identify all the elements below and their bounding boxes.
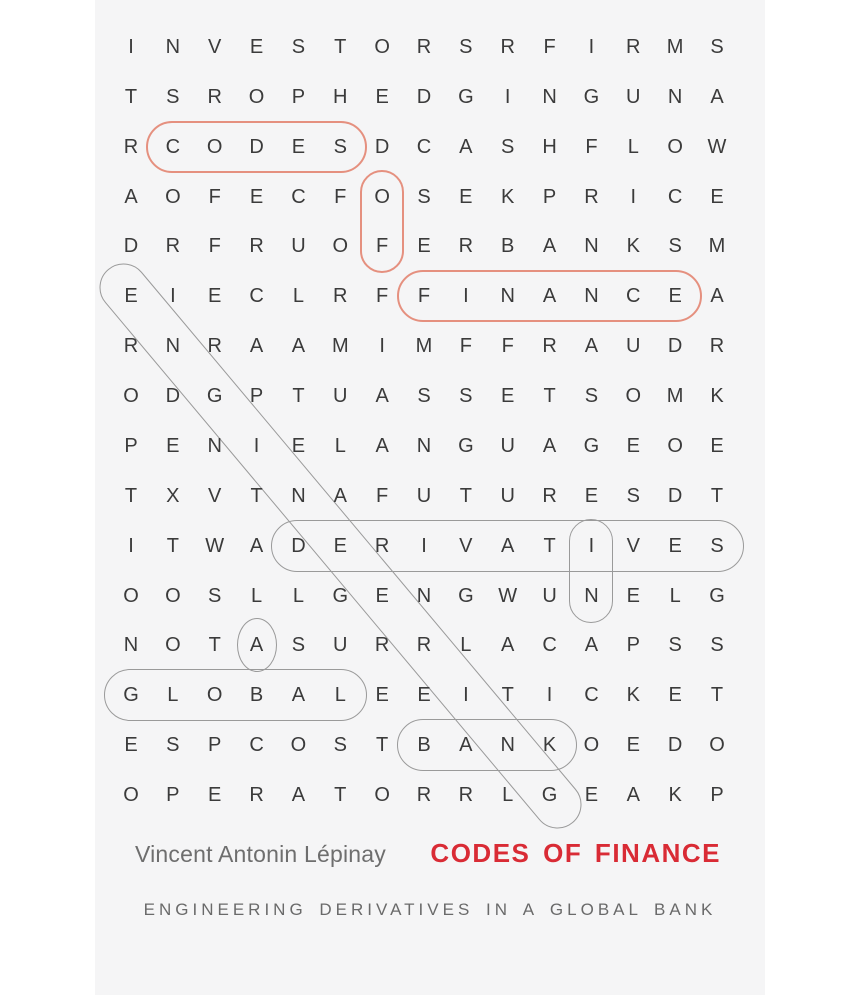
grid-letter: A <box>249 335 264 358</box>
grid-letter: I <box>253 434 260 457</box>
grid-letter: E <box>417 235 431 258</box>
grid-letter: O <box>625 385 642 408</box>
grid-letter: A <box>249 534 264 557</box>
grid-letter: R <box>123 335 139 358</box>
grid-letter: I <box>128 534 134 557</box>
grid-letter: A <box>542 434 557 457</box>
grid-letter: V <box>208 484 222 507</box>
grid-letter: N <box>500 734 515 757</box>
grid-letter: O <box>583 734 600 757</box>
grid-letter: G <box>709 584 725 607</box>
grid-letter: H <box>333 85 348 108</box>
grid-letter: R <box>249 784 264 806</box>
grid-letter: I <box>170 285 176 308</box>
grid-letter: E <box>166 434 180 457</box>
grid-letter: R <box>333 285 348 308</box>
grid-letter: D <box>667 335 683 358</box>
grid-letter: U <box>500 484 515 507</box>
grid-letter: L <box>292 285 304 308</box>
grid-letter: S <box>208 584 222 607</box>
grid-letter: E <box>584 484 599 507</box>
grid-letter: O <box>123 784 139 806</box>
grid-letter: O <box>667 434 683 457</box>
grid-letter: O <box>206 684 223 707</box>
grid-letter: I <box>546 684 553 707</box>
grid-letter: C <box>542 634 557 657</box>
grid-letter: N <box>165 335 181 358</box>
grid-letter: N <box>584 584 599 607</box>
grid-letter: F <box>208 235 221 258</box>
grid-letter: B <box>501 235 515 258</box>
grid-letter: G <box>123 684 139 707</box>
grid-letter: U <box>333 634 348 657</box>
grid-letter: F <box>459 335 472 358</box>
grid-letter: O <box>165 185 181 208</box>
grid-letter: G <box>332 584 349 607</box>
grid-letter: R <box>207 335 222 358</box>
grid-letter: R <box>416 634 432 657</box>
grid-letter: S <box>417 185 431 208</box>
grid-letter: E <box>208 285 222 308</box>
grid-letter: I <box>463 684 469 707</box>
grid-letter: X <box>166 484 180 507</box>
grid-letter: M <box>666 385 684 408</box>
grid-letter: N <box>416 584 432 607</box>
grid-letter: K <box>542 734 557 757</box>
grid-letter: U <box>626 335 641 358</box>
author-name: Vincent Antonin Lépinay <box>135 841 386 867</box>
grid-letter: I <box>463 285 469 308</box>
grid-letter: E <box>459 185 473 208</box>
grid-letter: M <box>708 235 726 258</box>
grid-letter: S <box>668 634 682 657</box>
grid-letter: F <box>417 285 431 308</box>
grid-letter: A <box>501 634 515 657</box>
grid-letter: O <box>374 784 390 806</box>
grid-letter: F <box>376 484 389 507</box>
grid-letter: A <box>626 784 640 806</box>
grid-letter: S <box>668 235 682 258</box>
grid-letter: F <box>501 335 514 358</box>
grid-letter: W <box>498 584 518 607</box>
book-subtitle: ENGINEERING DERIVATIVES IN A GLOBAL BANK <box>143 900 717 919</box>
grid-letter: L <box>627 135 639 158</box>
grid-letter: L <box>167 684 179 707</box>
grid-letter: A <box>459 734 473 757</box>
grid-letter: G <box>541 784 558 806</box>
grid-letter: D <box>667 484 683 507</box>
grid-letter: T <box>376 734 389 757</box>
grid-letter: R <box>123 135 139 158</box>
grid-letter: E <box>626 584 640 607</box>
grid-letter: V <box>459 534 473 557</box>
grid-letter: C <box>165 135 181 158</box>
grid-letter: T <box>710 484 724 507</box>
grid-letter: D <box>291 534 306 557</box>
grid-letter: U <box>291 235 306 258</box>
grid-letter: E <box>124 734 138 757</box>
grid-letter: T <box>124 85 138 108</box>
grid-letter: D <box>667 734 683 757</box>
grid-letter: H <box>542 135 557 158</box>
grid-letter: R <box>709 335 725 358</box>
grid-letter: A <box>291 684 306 707</box>
grid-letter: S <box>710 534 724 557</box>
grid-letter: A <box>501 534 515 557</box>
grid-letter: C <box>584 684 599 707</box>
grid-letter: O <box>206 135 223 158</box>
grid-letter: I <box>588 534 595 557</box>
grid-letter: U <box>542 584 557 607</box>
grid-letter: P <box>626 634 640 657</box>
grid-letter: R <box>626 36 641 58</box>
grid-letter: T <box>208 634 221 657</box>
grid-letter: O <box>165 584 181 607</box>
grid-letter: A <box>584 335 599 358</box>
grid-letter: M <box>415 335 433 358</box>
grid-letter: A <box>291 335 306 358</box>
grid-letter: R <box>500 36 515 58</box>
grid-letter: R <box>542 335 557 358</box>
grid-letter: K <box>501 185 515 208</box>
grid-letter: R <box>207 85 222 108</box>
grid-letter: R <box>374 634 390 657</box>
grid-letter: C <box>291 185 306 208</box>
grid-letter: T <box>334 784 347 806</box>
grid-letter: V <box>626 534 640 557</box>
grid-letter: D <box>165 385 181 408</box>
grid-letter: U <box>333 385 348 408</box>
grid-letter: I <box>379 335 385 358</box>
grid-letter: F <box>334 185 347 208</box>
grid-letter: E <box>626 734 640 757</box>
grid-letter: R <box>542 484 557 507</box>
grid-letter: A <box>710 285 724 308</box>
grid-letter: N <box>416 434 432 457</box>
grid-letter: R <box>458 784 474 806</box>
grid-letter: S <box>166 734 180 757</box>
grid-letter: F <box>585 135 598 158</box>
grid-letter: R <box>416 784 432 806</box>
grid-letter: I <box>588 36 595 58</box>
grid-letter: L <box>460 634 472 657</box>
grid-letter: N <box>584 235 599 258</box>
grid-letter: S <box>333 734 347 757</box>
grid-letter: C <box>249 285 264 308</box>
grid-letter: N <box>667 85 683 108</box>
grid-letter: R <box>374 534 390 557</box>
grid-letter: I <box>128 36 134 58</box>
grid-letter: E <box>501 385 515 408</box>
grid-letter: G <box>583 434 600 457</box>
grid-letter: O <box>123 584 139 607</box>
grid-letter: O <box>290 734 307 757</box>
grid-letter: G <box>583 85 600 108</box>
grid-letter: I <box>630 185 637 208</box>
grid-letter: S <box>626 484 640 507</box>
grid-letter: E <box>333 534 347 557</box>
grid-letter: S <box>291 634 306 657</box>
grid-letter: C <box>416 135 432 158</box>
grid-letter: O <box>248 85 265 108</box>
grid-letter: N <box>165 36 181 58</box>
grid-letter: K <box>710 385 724 408</box>
grid-letter: N <box>123 634 139 657</box>
grid-letter: A <box>375 385 389 408</box>
grid-letter: E <box>668 534 682 557</box>
grid-letter: F <box>543 36 556 58</box>
grid-letter: G <box>458 584 474 607</box>
grid-letter: N <box>542 85 557 108</box>
grid-letter: O <box>123 385 139 408</box>
grid-letter: A <box>291 784 306 806</box>
grid-letter: G <box>206 385 223 408</box>
grid-letter: E <box>208 784 222 806</box>
grid-letter: G <box>458 85 474 108</box>
grid-letter: T <box>124 484 138 507</box>
grid-letter: O <box>709 734 725 757</box>
grid-letter: U <box>500 434 515 457</box>
book-cover <box>95 0 765 995</box>
grid-letter: A <box>710 85 724 108</box>
grid-letter: T <box>501 684 514 707</box>
grid-letter: E <box>249 185 264 208</box>
grid-letter: C <box>249 734 264 757</box>
grid-letter: G <box>458 434 474 457</box>
grid-letter: T <box>334 36 347 58</box>
grid-letter: N <box>207 434 222 457</box>
grid-letter: F <box>376 235 389 258</box>
grid-letter: S <box>710 634 724 657</box>
grid-letter: W <box>205 534 225 557</box>
grid-letter: E <box>668 684 682 707</box>
grid-letter: E <box>375 584 389 607</box>
grid-letter: M <box>666 36 684 58</box>
grid-letter: L <box>502 784 514 806</box>
grid-letter: S <box>584 385 599 408</box>
grid-letter: B <box>249 684 264 707</box>
grid-letter: A <box>459 135 473 158</box>
grid-letter: C <box>626 285 641 308</box>
grid-letter: T <box>459 484 472 507</box>
grid-letter: P <box>166 784 180 806</box>
grid-letter: N <box>584 285 599 308</box>
grid-letter: T <box>250 484 263 507</box>
grid-letter: L <box>292 584 304 607</box>
grid-letter: R <box>165 235 181 258</box>
grid-letter: T <box>543 534 556 557</box>
grid-letter: N <box>291 484 306 507</box>
grid-letter: U <box>626 85 641 108</box>
grid-letter: I <box>421 534 427 557</box>
grid-letter: S <box>501 135 515 158</box>
grid-letter: S <box>291 36 306 58</box>
grid-letter: O <box>165 634 181 657</box>
grid-letter: A <box>584 634 599 657</box>
grid-letter: B <box>417 734 431 757</box>
grid-letter: E <box>375 85 389 108</box>
grid-letter: E <box>417 684 431 707</box>
grid-letter: O <box>667 135 683 158</box>
grid-letter: T <box>710 684 724 707</box>
grid-letter: I <box>504 85 511 108</box>
grid-letter: E <box>291 434 306 457</box>
grid-letter: T <box>543 385 556 408</box>
grid-letter: T <box>292 385 305 408</box>
grid-letter: A <box>124 185 138 208</box>
grid-letter: P <box>208 734 222 757</box>
grid-letter: O <box>374 36 390 58</box>
grid-letter: S <box>417 385 431 408</box>
grid-letter: L <box>334 434 346 457</box>
grid-letter: D <box>123 235 139 258</box>
grid-letter: A <box>249 634 264 657</box>
grid-letter: V <box>208 36 222 58</box>
title-row <box>135 838 721 869</box>
grid-letter: K <box>626 235 640 258</box>
book-title: CODES OF FINANCE <box>430 838 721 868</box>
grid-letter: C <box>667 185 683 208</box>
grid-letter: R <box>249 235 264 258</box>
grid-letter: D <box>374 135 390 158</box>
grid-letter: A <box>333 484 347 507</box>
grid-letter: E <box>291 135 306 158</box>
grid-letter: P <box>542 185 557 208</box>
grid-letter: E <box>249 36 264 58</box>
grid-letter: F <box>208 185 221 208</box>
grid-letter: P <box>710 784 724 806</box>
grid-letter: W <box>707 135 727 158</box>
grid-letter: N <box>500 285 515 308</box>
grid-letter: R <box>458 235 474 258</box>
grid-letter: E <box>710 185 724 208</box>
grid-letter: D <box>249 135 264 158</box>
grid-letter: L <box>334 684 346 707</box>
grid-letter: A <box>375 434 389 457</box>
grid-letter: L <box>251 584 263 607</box>
grid-letter: F <box>376 285 389 308</box>
grid-letter: S <box>710 36 724 58</box>
grid-letter: S <box>333 135 347 158</box>
grid-letter: O <box>332 235 349 258</box>
grid-letter: E <box>668 285 682 308</box>
grid-letter: T <box>166 534 179 557</box>
grid-letter: D <box>416 85 432 108</box>
grid-letter: O <box>374 185 390 208</box>
grid-letter: R <box>584 185 599 208</box>
grid-letter: L <box>669 584 681 607</box>
grid-letter: K <box>626 684 640 707</box>
grid-letter: A <box>542 235 557 258</box>
grid-letter: E <box>626 434 640 457</box>
grid-letter: E <box>710 434 724 457</box>
grid-letter: P <box>291 85 306 108</box>
grid-letter: E <box>375 684 389 707</box>
grid-letter: P <box>249 385 264 408</box>
grid-letter: S <box>166 85 180 108</box>
grid-letter: U <box>416 484 432 507</box>
grid-letter: S <box>459 36 473 58</box>
grid-letter: S <box>459 385 473 408</box>
grid-letter: A <box>542 285 557 308</box>
grid-letter: P <box>124 434 138 457</box>
grid-letter: M <box>331 335 349 358</box>
grid-letter: R <box>416 36 432 58</box>
grid-letter: E <box>584 784 599 806</box>
grid-letter: E <box>124 285 138 308</box>
grid-letter: K <box>668 784 682 806</box>
